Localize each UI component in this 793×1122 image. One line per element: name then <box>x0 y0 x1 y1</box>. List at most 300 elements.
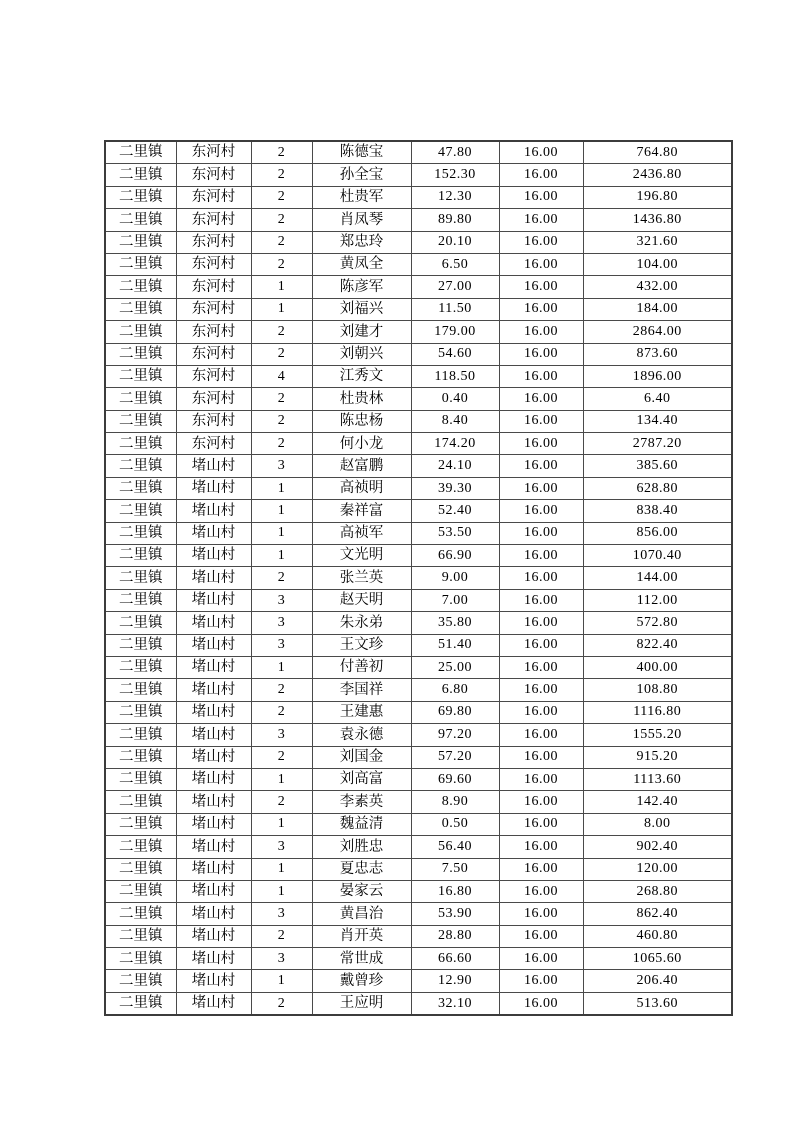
table-row <box>105 388 732 410</box>
count-cell: 3 <box>251 612 312 634</box>
name-cell: 陈德宝 <box>312 141 411 164</box>
town-cell: 二里镇 <box>105 813 176 835</box>
amount-cell: 66.60 <box>411 948 499 970</box>
total-cell: 862.40 <box>583 903 732 925</box>
town-cell: 二里镇 <box>105 433 176 455</box>
name-cell: 付善初 <box>312 656 411 678</box>
rate-cell: 16.00 <box>499 948 583 970</box>
table-row <box>105 522 732 544</box>
table-row <box>105 545 732 567</box>
town-cell: 二里镇 <box>105 545 176 567</box>
village-cell: 堵山村 <box>176 768 251 790</box>
rate-cell: 16.00 <box>499 545 583 567</box>
name-cell: 常世成 <box>312 948 411 970</box>
rate-cell: 16.00 <box>499 343 583 365</box>
count-cell: 1 <box>251 500 312 522</box>
total-cell: 2787.20 <box>583 433 732 455</box>
name-cell: 江秀文 <box>312 365 411 387</box>
amount-cell: 52.40 <box>411 500 499 522</box>
name-cell: 赵天明 <box>312 589 411 611</box>
rate-cell: 16.00 <box>499 656 583 678</box>
amount-cell: 54.60 <box>411 343 499 365</box>
count-cell: 1 <box>251 880 312 902</box>
count-cell: 3 <box>251 589 312 611</box>
total-cell: 1436.80 <box>583 209 732 231</box>
total-cell: 8.00 <box>583 813 732 835</box>
count-cell: 2 <box>251 567 312 589</box>
amount-cell: 20.10 <box>411 231 499 253</box>
village-cell: 东河村 <box>176 365 251 387</box>
town-cell: 二里镇 <box>105 724 176 746</box>
name-cell: 刘国金 <box>312 746 411 768</box>
table-row <box>105 791 732 813</box>
total-cell: 873.60 <box>583 343 732 365</box>
count-cell: 3 <box>251 903 312 925</box>
count-cell: 2 <box>251 679 312 701</box>
village-cell: 东河村 <box>176 231 251 253</box>
total-cell: 206.40 <box>583 970 732 992</box>
amount-cell: 8.40 <box>411 410 499 432</box>
table-row <box>105 298 732 320</box>
village-cell: 东河村 <box>176 298 251 320</box>
town-cell: 二里镇 <box>105 209 176 231</box>
amount-cell: 16.80 <box>411 880 499 902</box>
table-row <box>105 970 732 992</box>
village-cell: 堵山村 <box>176 746 251 768</box>
village-cell: 东河村 <box>176 164 251 186</box>
total-cell: 460.80 <box>583 925 732 947</box>
rate-cell: 16.00 <box>499 970 583 992</box>
rate-cell: 16.00 <box>499 477 583 499</box>
table-row <box>105 880 732 902</box>
rate-cell: 16.00 <box>499 186 583 208</box>
count-cell: 1 <box>251 970 312 992</box>
count-cell: 1 <box>251 477 312 499</box>
rate-cell: 16.00 <box>499 791 583 813</box>
name-cell: 高祯明 <box>312 477 411 499</box>
total-cell: 513.60 <box>583 992 732 1015</box>
table-row <box>105 903 732 925</box>
amount-cell: 69.80 <box>411 701 499 723</box>
name-cell: 秦祥富 <box>312 500 411 522</box>
count-cell: 2 <box>251 388 312 410</box>
count-cell: 2 <box>251 231 312 253</box>
name-cell: 黄昌治 <box>312 903 411 925</box>
table-row <box>105 276 732 298</box>
name-cell: 王文珍 <box>312 634 411 656</box>
rate-cell: 16.00 <box>499 589 583 611</box>
village-cell: 堵山村 <box>176 880 251 902</box>
total-cell: 400.00 <box>583 656 732 678</box>
count-cell: 2 <box>251 410 312 432</box>
town-cell: 二里镇 <box>105 746 176 768</box>
amount-cell: 27.00 <box>411 276 499 298</box>
rate-cell: 16.00 <box>499 880 583 902</box>
count-cell: 3 <box>251 836 312 858</box>
rate-cell: 16.00 <box>499 992 583 1015</box>
village-cell: 堵山村 <box>176 836 251 858</box>
count-cell: 2 <box>251 925 312 947</box>
town-cell: 二里镇 <box>105 276 176 298</box>
total-cell: 112.00 <box>583 589 732 611</box>
total-cell: 838.40 <box>583 500 732 522</box>
town-cell: 二里镇 <box>105 567 176 589</box>
name-cell: 孙全宝 <box>312 164 411 186</box>
total-cell: 2864.00 <box>583 321 732 343</box>
table-row <box>105 567 732 589</box>
village-cell: 东河村 <box>176 186 251 208</box>
total-cell: 764.80 <box>583 141 732 164</box>
amount-cell: 53.90 <box>411 903 499 925</box>
town-cell: 二里镇 <box>105 500 176 522</box>
name-cell: 刘福兴 <box>312 298 411 320</box>
village-cell: 东河村 <box>176 343 251 365</box>
count-cell: 3 <box>251 724 312 746</box>
total-cell: 1070.40 <box>583 545 732 567</box>
total-cell: 1065.60 <box>583 948 732 970</box>
amount-cell: 118.50 <box>411 365 499 387</box>
town-cell: 二里镇 <box>105 634 176 656</box>
name-cell: 郑忠玲 <box>312 231 411 253</box>
amount-cell: 24.10 <box>411 455 499 477</box>
village-cell: 堵山村 <box>176 656 251 678</box>
town-cell: 二里镇 <box>105 253 176 275</box>
rate-cell: 16.00 <box>499 724 583 746</box>
village-cell: 东河村 <box>176 321 251 343</box>
rate-cell: 16.00 <box>499 836 583 858</box>
town-cell: 二里镇 <box>105 880 176 902</box>
village-cell: 堵山村 <box>176 970 251 992</box>
amount-cell: 51.40 <box>411 634 499 656</box>
town-cell: 二里镇 <box>105 186 176 208</box>
count-cell: 2 <box>251 433 312 455</box>
count-cell: 1 <box>251 813 312 835</box>
name-cell: 赵富鹏 <box>312 455 411 477</box>
rate-cell: 16.00 <box>499 276 583 298</box>
name-cell: 刘建才 <box>312 321 411 343</box>
amount-cell: 97.20 <box>411 724 499 746</box>
town-cell: 二里镇 <box>105 970 176 992</box>
count-cell: 2 <box>251 141 312 164</box>
total-cell: 902.40 <box>583 836 732 858</box>
payment-table <box>104 140 733 1016</box>
town-cell: 二里镇 <box>105 925 176 947</box>
town-cell: 二里镇 <box>105 164 176 186</box>
total-cell: 856.00 <box>583 522 732 544</box>
table-row <box>105 768 732 790</box>
name-cell: 晏家云 <box>312 880 411 902</box>
total-cell: 120.00 <box>583 858 732 880</box>
count-cell: 1 <box>251 276 312 298</box>
total-cell: 432.00 <box>583 276 732 298</box>
name-cell: 陈彦军 <box>312 276 411 298</box>
rate-cell: 16.00 <box>499 321 583 343</box>
village-cell: 堵山村 <box>176 701 251 723</box>
count-cell: 1 <box>251 298 312 320</box>
town-cell: 二里镇 <box>105 679 176 701</box>
name-cell: 李国祥 <box>312 679 411 701</box>
amount-cell: 89.80 <box>411 209 499 231</box>
table-row <box>105 343 732 365</box>
amount-cell: 179.00 <box>411 321 499 343</box>
rate-cell: 16.00 <box>499 388 583 410</box>
name-cell: 肖开英 <box>312 925 411 947</box>
amount-cell: 0.40 <box>411 388 499 410</box>
name-cell: 肖凤琴 <box>312 209 411 231</box>
total-cell: 1113.60 <box>583 768 732 790</box>
total-cell: 321.60 <box>583 231 732 253</box>
name-cell: 陈忠杨 <box>312 410 411 432</box>
name-cell: 刘胜忠 <box>312 836 411 858</box>
rate-cell: 16.00 <box>499 612 583 634</box>
village-cell: 东河村 <box>176 141 251 164</box>
village-cell: 堵山村 <box>176 992 251 1015</box>
count-cell: 3 <box>251 948 312 970</box>
rate-cell: 16.00 <box>499 141 583 164</box>
name-cell: 张兰英 <box>312 567 411 589</box>
count-cell: 2 <box>251 253 312 275</box>
village-cell: 东河村 <box>176 253 251 275</box>
table-row <box>105 500 732 522</box>
total-cell: 2436.80 <box>583 164 732 186</box>
name-cell: 王应明 <box>312 992 411 1015</box>
village-cell: 堵山村 <box>176 858 251 880</box>
table-row <box>105 477 732 499</box>
total-cell: 144.00 <box>583 567 732 589</box>
amount-cell: 25.00 <box>411 656 499 678</box>
amount-cell: 69.60 <box>411 768 499 790</box>
table-row <box>105 209 732 231</box>
total-cell: 142.40 <box>583 791 732 813</box>
amount-cell: 0.50 <box>411 813 499 835</box>
table-row <box>105 186 732 208</box>
total-cell: 268.80 <box>583 880 732 902</box>
count-cell: 4 <box>251 365 312 387</box>
rate-cell: 16.00 <box>499 455 583 477</box>
village-cell: 堵山村 <box>176 634 251 656</box>
name-cell: 李素英 <box>312 791 411 813</box>
amount-cell: 66.90 <box>411 545 499 567</box>
amount-cell: 9.00 <box>411 567 499 589</box>
table-row <box>105 231 732 253</box>
name-cell: 杜贵军 <box>312 186 411 208</box>
rate-cell: 16.00 <box>499 813 583 835</box>
table-row <box>105 410 732 432</box>
village-cell: 堵山村 <box>176 589 251 611</box>
count-cell: 2 <box>251 791 312 813</box>
village-cell: 堵山村 <box>176 612 251 634</box>
table-row <box>105 679 732 701</box>
town-cell: 二里镇 <box>105 321 176 343</box>
rate-cell: 16.00 <box>499 231 583 253</box>
amount-cell: 8.90 <box>411 791 499 813</box>
town-cell: 二里镇 <box>105 141 176 164</box>
town-cell: 二里镇 <box>105 343 176 365</box>
village-cell: 堵山村 <box>176 567 251 589</box>
amount-cell: 152.30 <box>411 164 499 186</box>
count-cell: 3 <box>251 634 312 656</box>
town-cell: 二里镇 <box>105 455 176 477</box>
name-cell: 戴曾珍 <box>312 970 411 992</box>
village-cell: 堵山村 <box>176 925 251 947</box>
total-cell: 184.00 <box>583 298 732 320</box>
town-cell: 二里镇 <box>105 656 176 678</box>
amount-cell: 53.50 <box>411 522 499 544</box>
rate-cell: 16.00 <box>499 768 583 790</box>
table-row <box>105 656 732 678</box>
rate-cell: 16.00 <box>499 701 583 723</box>
table-row <box>105 589 732 611</box>
village-cell: 堵山村 <box>176 903 251 925</box>
town-cell: 二里镇 <box>105 477 176 499</box>
rate-cell: 16.00 <box>499 858 583 880</box>
rate-cell: 16.00 <box>499 500 583 522</box>
town-cell: 二里镇 <box>105 858 176 880</box>
total-cell: 572.80 <box>583 612 732 634</box>
name-cell: 何小龙 <box>312 433 411 455</box>
name-cell: 刘朝兴 <box>312 343 411 365</box>
name-cell: 魏益清 <box>312 813 411 835</box>
total-cell: 385.60 <box>583 455 732 477</box>
table-row <box>105 701 732 723</box>
count-cell: 2 <box>251 321 312 343</box>
town-cell: 二里镇 <box>105 992 176 1015</box>
count-cell: 2 <box>251 209 312 231</box>
village-cell: 堵山村 <box>176 948 251 970</box>
village-cell: 堵山村 <box>176 477 251 499</box>
table-row <box>105 634 732 656</box>
town-cell: 二里镇 <box>105 410 176 432</box>
amount-cell: 35.80 <box>411 612 499 634</box>
count-cell: 2 <box>251 186 312 208</box>
village-cell: 堵山村 <box>176 791 251 813</box>
total-cell: 6.40 <box>583 388 732 410</box>
name-cell: 高祯军 <box>312 522 411 544</box>
count-cell: 2 <box>251 701 312 723</box>
town-cell: 二里镇 <box>105 365 176 387</box>
village-cell: 堵山村 <box>176 500 251 522</box>
village-cell: 东河村 <box>176 276 251 298</box>
town-cell: 二里镇 <box>105 791 176 813</box>
town-cell: 二里镇 <box>105 231 176 253</box>
count-cell: 2 <box>251 343 312 365</box>
rate-cell: 16.00 <box>499 925 583 947</box>
rate-cell: 16.00 <box>499 567 583 589</box>
village-cell: 东河村 <box>176 410 251 432</box>
table-row <box>105 433 732 455</box>
name-cell: 刘高富 <box>312 768 411 790</box>
town-cell: 二里镇 <box>105 298 176 320</box>
total-cell: 1896.00 <box>583 365 732 387</box>
town-cell: 二里镇 <box>105 836 176 858</box>
table-row <box>105 253 732 275</box>
amount-cell: 7.00 <box>411 589 499 611</box>
town-cell: 二里镇 <box>105 948 176 970</box>
amount-cell: 12.90 <box>411 970 499 992</box>
table-row <box>105 925 732 947</box>
count-cell: 2 <box>251 164 312 186</box>
count-cell: 1 <box>251 545 312 567</box>
rate-cell: 16.00 <box>499 365 583 387</box>
amount-cell: 47.80 <box>411 141 499 164</box>
payment-table-body <box>105 141 732 1015</box>
amount-cell: 6.50 <box>411 253 499 275</box>
village-cell: 堵山村 <box>176 545 251 567</box>
amount-cell: 12.30 <box>411 186 499 208</box>
table-row <box>105 365 732 387</box>
village-cell: 东河村 <box>176 433 251 455</box>
village-cell: 堵山村 <box>176 455 251 477</box>
amount-cell: 56.40 <box>411 836 499 858</box>
table-row <box>105 612 732 634</box>
total-cell: 196.80 <box>583 186 732 208</box>
name-cell: 杜贵林 <box>312 388 411 410</box>
table-row <box>105 948 732 970</box>
table-row <box>105 321 732 343</box>
amount-cell: 11.50 <box>411 298 499 320</box>
rate-cell: 16.00 <box>499 164 583 186</box>
name-cell: 袁永德 <box>312 724 411 746</box>
table-row <box>105 455 732 477</box>
village-cell: 堵山村 <box>176 724 251 746</box>
count-cell: 2 <box>251 746 312 768</box>
amount-cell: 39.30 <box>411 477 499 499</box>
table-row <box>105 746 732 768</box>
village-cell: 堵山村 <box>176 522 251 544</box>
total-cell: 108.80 <box>583 679 732 701</box>
amount-cell: 7.50 <box>411 858 499 880</box>
count-cell: 2 <box>251 992 312 1015</box>
village-cell: 堵山村 <box>176 679 251 701</box>
table-row <box>105 164 732 186</box>
village-cell: 堵山村 <box>176 813 251 835</box>
name-cell: 夏忠志 <box>312 858 411 880</box>
amount-cell: 6.80 <box>411 679 499 701</box>
table-row <box>105 813 732 835</box>
town-cell: 二里镇 <box>105 701 176 723</box>
amount-cell: 28.80 <box>411 925 499 947</box>
name-cell: 王建惠 <box>312 701 411 723</box>
rate-cell: 16.00 <box>499 298 583 320</box>
total-cell: 822.40 <box>583 634 732 656</box>
total-cell: 104.00 <box>583 253 732 275</box>
total-cell: 1116.80 <box>583 701 732 723</box>
village-cell: 东河村 <box>176 209 251 231</box>
amount-cell: 174.20 <box>411 433 499 455</box>
name-cell: 朱永弟 <box>312 612 411 634</box>
rate-cell: 16.00 <box>499 522 583 544</box>
table-row <box>105 724 732 746</box>
count-cell: 1 <box>251 522 312 544</box>
table-row <box>105 141 732 164</box>
rate-cell: 16.00 <box>499 253 583 275</box>
town-cell: 二里镇 <box>105 522 176 544</box>
count-cell: 1 <box>251 768 312 790</box>
town-cell: 二里镇 <box>105 768 176 790</box>
rate-cell: 16.00 <box>499 433 583 455</box>
table-row <box>105 836 732 858</box>
rate-cell: 16.00 <box>499 634 583 656</box>
town-cell: 二里镇 <box>105 388 176 410</box>
total-cell: 915.20 <box>583 746 732 768</box>
town-cell: 二里镇 <box>105 903 176 925</box>
table-row <box>105 992 732 1015</box>
count-cell: 1 <box>251 656 312 678</box>
rate-cell: 16.00 <box>499 746 583 768</box>
town-cell: 二里镇 <box>105 612 176 634</box>
table-row <box>105 858 732 880</box>
count-cell: 1 <box>251 858 312 880</box>
